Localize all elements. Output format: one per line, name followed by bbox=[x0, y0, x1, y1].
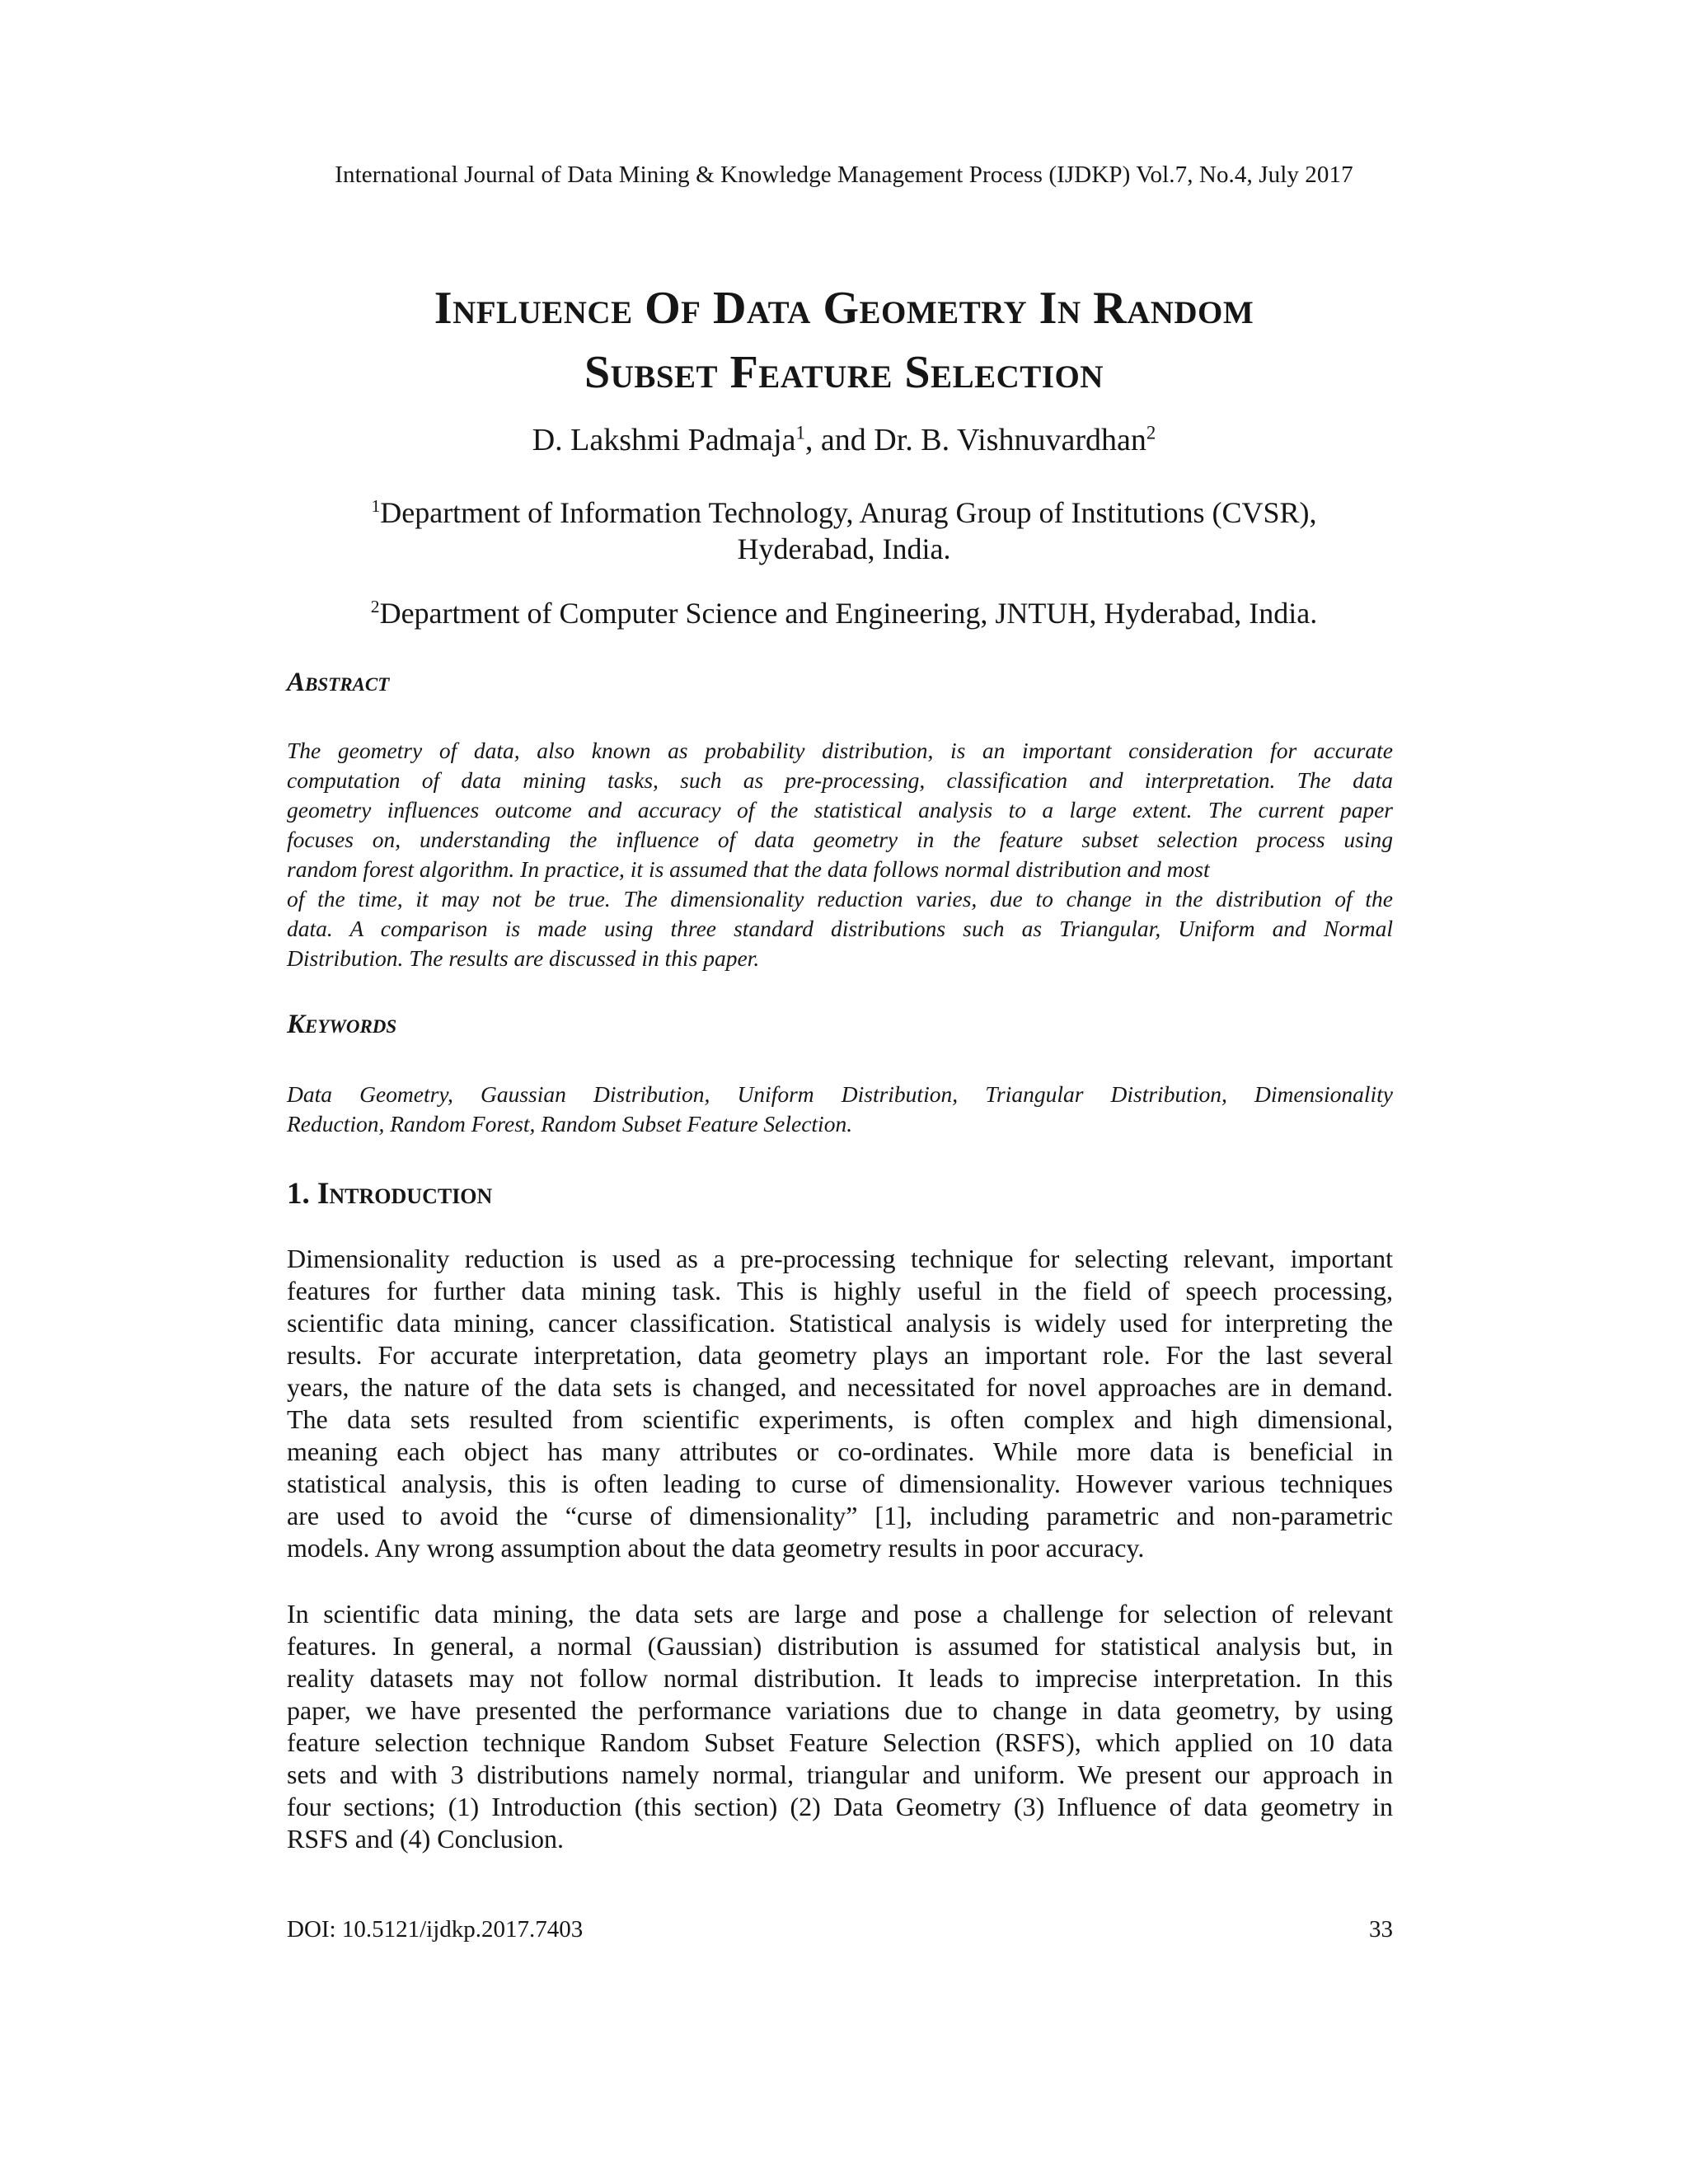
running-header: International Journal of Data Mining & Knowledge Management Process (IJDKP) Vol.7, No.4, July 2017 bbox=[335, 162, 1353, 188]
affiliation-1-line-1: Department of Information Technology, Anurag Group of Institutions (CVSR), bbox=[380, 496, 1317, 529]
abstract-line: focuses on, understanding the influence of data geometry in the feature subset selection process using bbox=[287, 827, 1393, 852]
title-line-1: Influence Of Data Geometry In Random bbox=[434, 283, 1254, 334]
paragraph-line: statistical analysis, this is often leading to curse of dimensionality. However various techniques bbox=[287, 1469, 1393, 1498]
abstract-line: data. A comparison is made using three standard distributions such as Triangular, Uniform and Normal bbox=[287, 916, 1393, 941]
paragraph-line: results. For accurate interpretation, data geometry plays an important role. For the last several bbox=[287, 1340, 1393, 1370]
paragraph-line: features. In general, a normal (Gaussian) distribution is assumed for statistical analysis but, in bbox=[287, 1631, 1393, 1661]
paragraph-line: years, the nature of the data sets is changed, and necessitated for novel approaches are in demand. bbox=[287, 1372, 1393, 1402]
page-number: 33 bbox=[1369, 1916, 1393, 1943]
introduction-paragraph-2 bbox=[287, 1598, 1393, 1855]
title-line-2: Subset Feature Selection bbox=[584, 347, 1104, 398]
introduction-heading: 1. Introduction bbox=[287, 1177, 493, 1211]
keywords-line: Reduction, Random Forest, Random Subset Feature Selection. bbox=[287, 1111, 853, 1137]
keywords-body bbox=[287, 1080, 1393, 1139]
author-1-affiliation-mark: 1 bbox=[795, 422, 805, 443]
paragraph-line: are used to avoid the “curse of dimensionality” [1], including parametric and non-parametric bbox=[287, 1501, 1393, 1530]
paragraph-line: In scientific data mining, the data sets are large and pose a challenge for selection of relevant bbox=[287, 1599, 1393, 1629]
paragraph-line: reality datasets may not follow normal distribution. It leads to imprecise interpretation. In this bbox=[287, 1663, 1393, 1693]
paragraph-line: features for further data mining task. This is highly useful in the field of speech processing, bbox=[287, 1276, 1393, 1305]
author-1-name: D. Lakshmi Padmaja bbox=[532, 423, 796, 457]
affiliation-2-line-1: Department of Computer Science and Engineering, JNTUH, Hyderabad, India. bbox=[379, 597, 1318, 630]
abstract-body bbox=[287, 736, 1393, 973]
keywords-line: Data Geometry, Gaussian Distribution, Uniform Distribution, Triangular Distribution, Dimensionality bbox=[287, 1081, 1393, 1107]
abstract-line: computation of data mining tasks, such as pre-processing, classification and interpretation. The data bbox=[287, 767, 1393, 793]
paragraph-line: feature selection technique Random Subset Feature Selection (RSFS), which applied on 10 data bbox=[287, 1727, 1393, 1757]
introduction-paragraph-1 bbox=[287, 1243, 1393, 1564]
paragraph-line: RSFS and (4) Conclusion. bbox=[287, 1824, 565, 1854]
affiliation-2 bbox=[0, 595, 1688, 631]
paragraph-line: paper, we have presented the performance variations due to change in data geometry, by using bbox=[287, 1695, 1393, 1725]
paragraph-line: models. Any wrong assumption about the data geometry results in poor accuracy. bbox=[287, 1533, 1145, 1563]
affiliation-2-mark: 2 bbox=[370, 597, 380, 616]
keywords-heading: Keywords bbox=[287, 1010, 397, 1039]
abstract-line: The geometry of data, also known as probability distribution, is an important consideration for accurate bbox=[287, 738, 1393, 763]
abstract-line: Distribution. The results are discussed in this paper. bbox=[287, 945, 760, 971]
abstract-line: random forest algorithm. In practice, it is assumed that the data follows normal distribution and most bbox=[287, 856, 1210, 882]
paragraph-line: meaning each object has many attributes or co-ordinates. While more data is beneficial in bbox=[287, 1436, 1393, 1466]
affiliation-1-mark: 1 bbox=[371, 496, 381, 516]
abstract-line: of the time, it may not be true. The dimensionality reduction varies, due to change in the distribution of the bbox=[287, 886, 1393, 912]
abstract-heading: Abstract bbox=[287, 668, 390, 697]
paper-title bbox=[0, 276, 1688, 405]
paragraph-line: scientific data mining, cancer classification. Statistical analysis is widely used for interpreting the bbox=[287, 1308, 1393, 1338]
affiliation-1-line-2: Hyderabad, India. bbox=[737, 532, 951, 565]
paragraph-line: Dimensionality reduction is used as a pre-processing technique for selecting relevant, important bbox=[287, 1244, 1393, 1273]
paragraph-line: sets and with 3 distributions namely normal, triangular and uniform. We present our approach in bbox=[287, 1760, 1393, 1789]
author-separator-and-author-2: , and Dr. B. Vishnuvardhan bbox=[804, 423, 1146, 457]
paragraph-line: The data sets resulted from scientific experiments, is often complex and high dimensional, bbox=[287, 1404, 1393, 1434]
footer-doi: DOI: 10.5121/ijdkp.2017.7403 bbox=[287, 1916, 584, 1943]
author-list bbox=[0, 422, 1688, 458]
paragraph-line: four sections; (1) Introduction (this section) (2) Data Geometry (3) Influence of data geometry in bbox=[287, 1792, 1393, 1821]
abstract-line: geometry influences outcome and accuracy of the statistical analysis to a large extent. The current paper bbox=[287, 797, 1393, 823]
affiliation-1 bbox=[0, 494, 1688, 567]
author-2-affiliation-mark: 2 bbox=[1146, 422, 1156, 443]
